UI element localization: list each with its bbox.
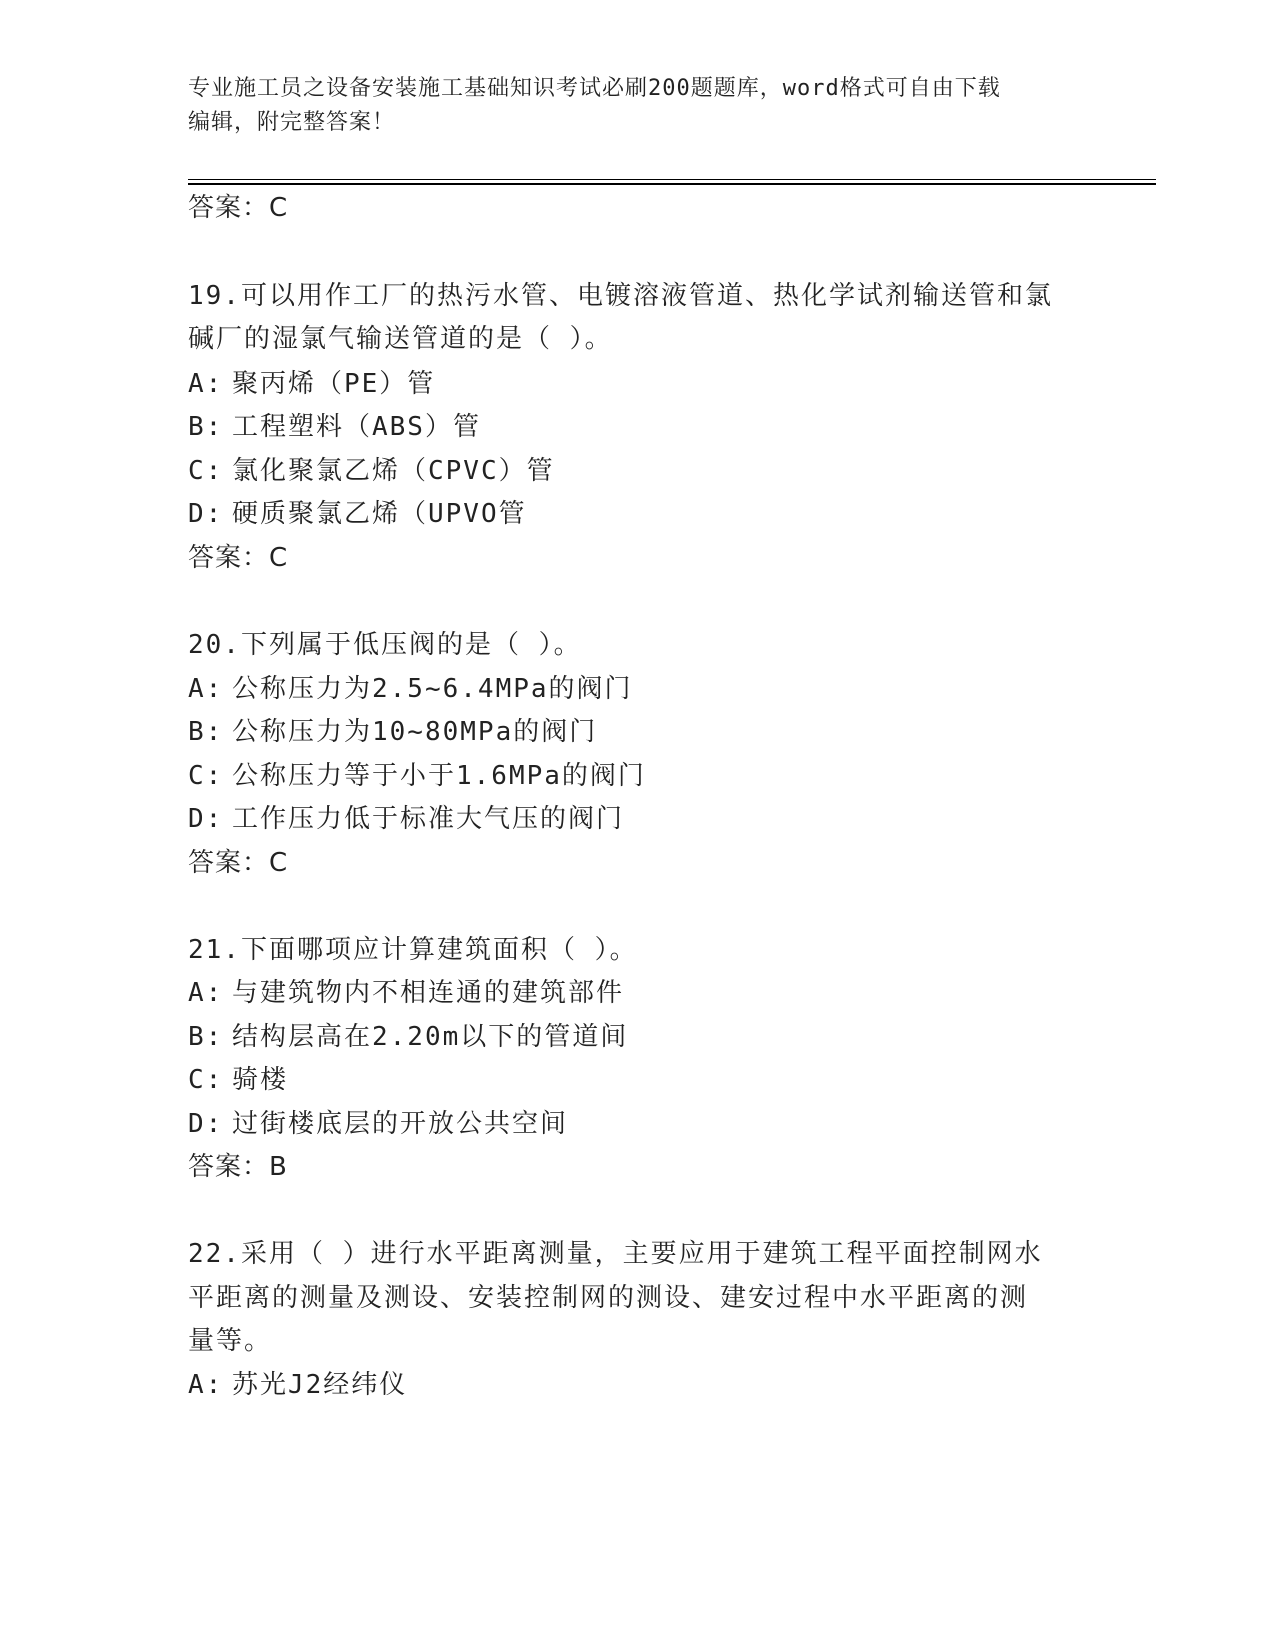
- option-key: C:: [188, 761, 224, 791]
- option-text: 工程塑料（ABS）管: [232, 412, 481, 442]
- answer-value: C: [269, 543, 289, 573]
- option-key: B:: [188, 717, 224, 747]
- option-text: 与建筑物内不相连通的建筑部件: [232, 978, 625, 1008]
- question-21-answer: [188, 1150, 288, 1184]
- question-20-option-d: [188, 802, 624, 836]
- option-key: D:: [188, 804, 224, 834]
- question-19-option-a: [188, 367, 435, 401]
- option-key: B:: [188, 412, 224, 442]
- header-divider-thick: [188, 183, 1156, 185]
- question-21-option-a: [188, 976, 624, 1010]
- option-key: A:: [188, 978, 224, 1008]
- option-text: 公称压力等于小于1.6MPa的阀门: [232, 761, 646, 791]
- option-key: D:: [188, 1109, 224, 1139]
- option-text: 硬质聚氯乙烯（UPVO管: [232, 499, 527, 529]
- option-text: 工作压力低于标准大气压的阀门: [232, 804, 625, 834]
- question-21-stem-1: 21.下面哪项应计算建筑面积（ ）。: [188, 935, 638, 965]
- question-19-option-c: [188, 454, 555, 488]
- option-key: A:: [188, 1370, 224, 1400]
- question-21-option-d: [188, 1107, 568, 1141]
- option-key: A:: [188, 369, 224, 399]
- option-key: D:: [188, 499, 224, 529]
- answer-prefix: 答案：: [188, 848, 270, 878]
- question-21-option-b: [188, 1020, 628, 1054]
- option-text: 骑楼: [232, 1065, 289, 1095]
- question-19-stem-2: 碱厂的湿氯气输送管道的是（ ）。: [188, 324, 613, 354]
- option-text: 公称压力为2.5~6.4MPa的阀门: [232, 674, 633, 704]
- question-19-answer: [188, 541, 288, 575]
- answer-value: C: [269, 848, 289, 878]
- option-key: C:: [188, 456, 224, 486]
- question-19-option-b: [188, 410, 481, 444]
- option-text: 聚丙烯（PE）管: [232, 369, 436, 399]
- question-20-answer: [188, 846, 288, 880]
- option-key: A:: [188, 674, 224, 704]
- option-text: 公称压力为10~80MPa的阀门: [232, 717, 598, 747]
- option-text: 结构层高在2.20m以下的管道间: [232, 1022, 629, 1052]
- question-22-stem-1: 22.采用（ ）进行水平距离测量，主要应用于建筑工程平面控制网水: [188, 1239, 1043, 1269]
- answer-line: [188, 191, 288, 225]
- answer-prefix: 答案：: [188, 193, 270, 223]
- option-text: 氯化聚氯乙烯（CPVC）管: [232, 456, 555, 486]
- option-key: C:: [188, 1065, 224, 1095]
- option-text: 苏光J2经纬仪: [232, 1370, 408, 1400]
- answer-prefix: 答案：: [188, 1152, 270, 1182]
- option-key: B:: [188, 1022, 224, 1052]
- question-21-option-c: [188, 1063, 288, 1097]
- question-22-stem-2: 平距离的测量及测设、安装控制网的测设、建安过程中水平距离的测: [188, 1283, 1029, 1313]
- question-20-stem-1: 20.下列属于低压阀的是（ ）。: [188, 630, 582, 660]
- header-divider: [188, 179, 1156, 180]
- answer-value: C: [269, 193, 289, 223]
- header-line-1: 专业施工员之设备安装施工基础知识考试必刷200题题库，word格式可自由下载: [188, 76, 1001, 101]
- option-text: 过街楼底层的开放公共空间: [232, 1109, 569, 1139]
- page-header: [188, 72, 1088, 140]
- question-19-stem-1: 19.可以用作工厂的热污水管、电镀溶液管道、热化学试剂输送管和氯: [188, 281, 1053, 311]
- question-20-option-a: [188, 672, 633, 706]
- answer-value: B: [269, 1152, 288, 1182]
- question-22-stem-3: 量等。: [188, 1326, 273, 1356]
- question-20-option-c: [188, 759, 646, 793]
- answer-prefix: 答案：: [188, 543, 270, 573]
- question-20-option-b: [188, 715, 597, 749]
- question-19-option-d: [188, 497, 527, 531]
- header-line-2: 编辑，附完整答案！: [188, 110, 396, 135]
- question-22-option-a: [188, 1368, 407, 1402]
